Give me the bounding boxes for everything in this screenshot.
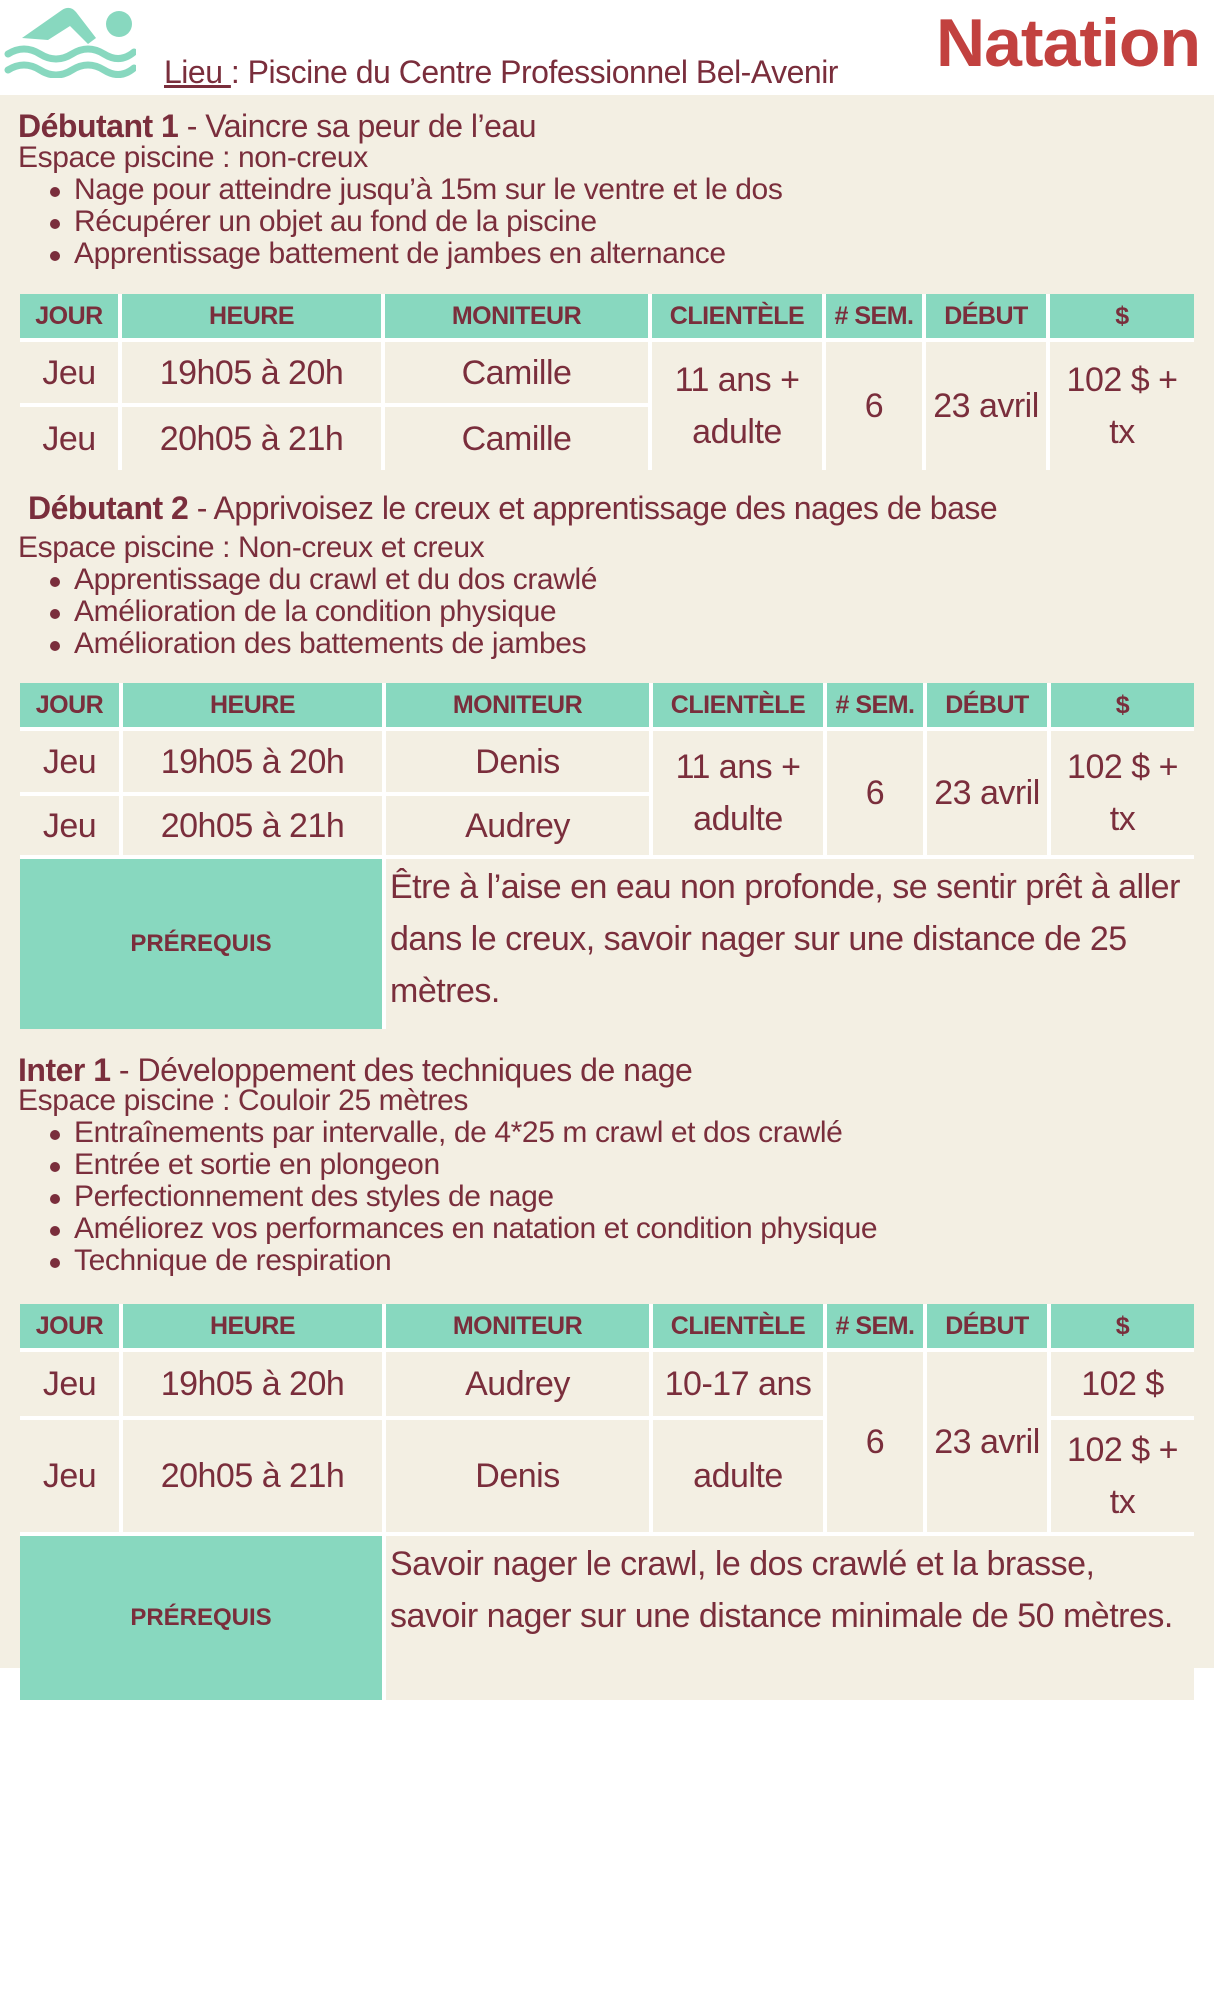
cell-semaines: 6 (827, 1352, 923, 1532)
schedule-table-inter-1 (20, 1304, 1194, 1700)
header-clientele: CLIENTÈLE (652, 294, 822, 338)
section-subtitle: - Vaincre sa peur de l’eau (178, 108, 537, 144)
header-semaines: # SEM. (826, 294, 922, 338)
header-jour: JOUR (20, 294, 118, 338)
cell-heure: 20h05 à 21h (123, 796, 382, 855)
cell-moniteur: Denis (386, 731, 649, 792)
bullet-list (18, 1117, 877, 1277)
cell-semaines: 6 (826, 342, 922, 470)
header-semaines: # SEM. (827, 683, 923, 727)
cell-jour: Jeu (20, 407, 118, 470)
location-label: Lieu (164, 54, 231, 90)
cell-clientele: 10-17 ans (653, 1352, 823, 1416)
pool-space: Espace piscine : Non-creux et creux (18, 531, 485, 564)
list-item: Amélioration des battements de jambes (18, 628, 597, 660)
prerequis-text: Savoir nager le crawl, le dos crawlé et la brasse, savoir nager sur une distance minimale de 50 mètres. (386, 1536, 1194, 1700)
section-level: Débutant 1 (18, 108, 179, 144)
header-prix: $ (1050, 294, 1194, 338)
cell-heure: 20h05 à 21h (123, 1420, 382, 1532)
list-item: Perfectionnement des styles de nage (18, 1181, 877, 1213)
section-subtitle: - Apprivoisez le creux et apprentissage des nages de base (188, 490, 998, 526)
header-prix: $ (1051, 1304, 1194, 1348)
cell-clientele: 11 ans + adulte (653, 731, 823, 855)
pool-space: Espace piscine : Couloir 25 mètres (18, 1084, 468, 1117)
cell-prix: 102 $ + tx (1051, 731, 1194, 855)
bullet-list (18, 174, 782, 270)
cell-moniteur: Camille (385, 407, 648, 470)
list-item: Nage pour atteindre jusqu’à 15m sur le ventre et le dos (18, 174, 782, 206)
pool-space: Espace piscine : non-creux (18, 141, 368, 174)
list-item: Technique de respiration (18, 1245, 877, 1277)
cell-debut: 23 avril (927, 1352, 1047, 1532)
section-level: Débutant 2 (28, 490, 189, 526)
cell-jour: Jeu (20, 1420, 119, 1532)
cell-debut: 23 avril (927, 731, 1047, 855)
list-item: Amélioration de la condition physique (18, 596, 597, 628)
header-heure: HEURE (123, 683, 382, 727)
prerequis-label: PRÉREQUIS (20, 859, 382, 1029)
page-title: Natation (936, 5, 1200, 81)
header-debut: DÉBUT (927, 1304, 1047, 1348)
cell-prix: 102 $ + tx (1050, 342, 1194, 470)
cell-moniteur: Audrey (386, 1352, 649, 1416)
location-line (164, 54, 838, 91)
list-item: Récupérer un objet au fond de la piscine (18, 206, 782, 238)
section-info-debutant-1 (18, 142, 782, 270)
schedule-table-debutant-1 (20, 294, 1194, 470)
section-info-debutant-2 (18, 532, 597, 660)
list-item: Entraînements par intervalle, de 4*25 m crawl et dos crawlé (18, 1117, 877, 1149)
cell-moniteur: Audrey (386, 796, 649, 855)
section-title-debutant-1 (18, 108, 536, 145)
cell-heure: 19h05 à 20h (122, 342, 381, 403)
header-heure: HEURE (123, 1304, 382, 1348)
header-prix: $ (1051, 683, 1194, 727)
header-clientele: CLIENTÈLE (653, 1304, 823, 1348)
list-item: Apprentissage du crawl et du dos crawlé (18, 564, 597, 596)
header-moniteur: MONITEUR (386, 683, 649, 727)
section-title-debutant-2 (28, 490, 997, 527)
header-semaines: # SEM. (827, 1304, 923, 1348)
cell-moniteur: Denis (386, 1420, 649, 1532)
section-subtitle: - Développement des techniques de nage (110, 1052, 693, 1088)
header-debut: DÉBUT (927, 683, 1047, 727)
prerequis-label: PRÉREQUIS (20, 1536, 382, 1700)
cell-clientele: adulte (653, 1420, 823, 1532)
cell-moniteur: Camille (385, 342, 648, 403)
cell-heure: 20h05 à 21h (122, 407, 381, 470)
cell-jour: Jeu (20, 1352, 119, 1416)
header-jour: JOUR (20, 683, 119, 727)
list-item: Apprentissage battement de jambes en alternance (18, 238, 782, 270)
cell-jour: Jeu (20, 796, 119, 855)
header-heure: HEURE (122, 294, 381, 338)
bullet-list (18, 564, 597, 660)
header-clientele: CLIENTÈLE (653, 683, 823, 727)
prerequis-text: Être à l’aise en eau non profonde, se sentir prêt à aller dans le creux, savoir nager sur une distance de 25 mètres. (386, 859, 1194, 1029)
cell-prix: 102 $ + tx (1051, 1420, 1194, 1532)
cell-jour: Jeu (20, 342, 118, 403)
header-moniteur: MONITEUR (385, 294, 648, 338)
list-item: Améliorez vos performances en natation et condition physique (18, 1213, 877, 1245)
section-info-inter-1 (18, 1085, 877, 1277)
header-jour: JOUR (20, 1304, 119, 1348)
header-moniteur: MONITEUR (386, 1304, 649, 1348)
cell-clientele: 11 ans + adulte (652, 342, 822, 470)
list-item: Entrée et sortie en plongeon (18, 1149, 877, 1181)
section-level: Inter 1 (18, 1052, 111, 1088)
cell-jour: Jeu (20, 731, 119, 792)
cell-debut: 23 avril (926, 342, 1046, 470)
cell-heure: 19h05 à 20h (123, 1352, 382, 1416)
cell-prix: 102 $ (1051, 1352, 1194, 1416)
location-value: : Piscine du Centre Professionnel Bel-Avenir (230, 54, 838, 90)
header-debut: DÉBUT (926, 294, 1046, 338)
schedule-table-debutant-2 (20, 683, 1194, 1029)
header (0, 0, 1214, 95)
swimmer-icon (4, 2, 136, 78)
cell-semaines: 6 (827, 731, 923, 855)
cell-heure: 19h05 à 20h (123, 731, 382, 792)
